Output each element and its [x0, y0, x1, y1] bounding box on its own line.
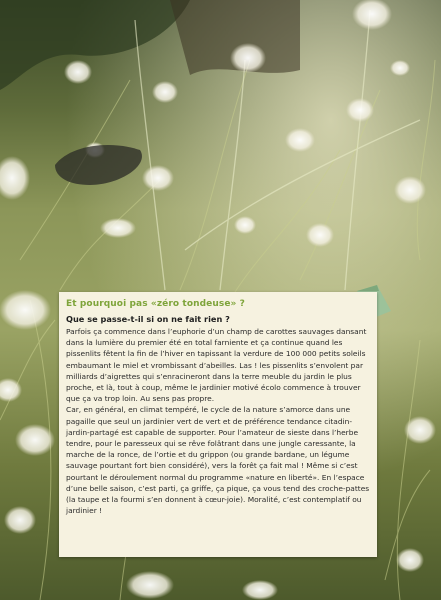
article-card [59, 292, 377, 557]
article-content [66, 299, 372, 516]
article-paragraph-1: Parfois ça commence dans l’euphorie d’un champ de carottes sauvages dansant dans la lumière du premier été en total farniente et ça continue quand les pissenlits fêtent la fin de l’hiver en tapissant la verdure de 100 000 petits soleils embaumant le miel et vrombissant d’abeilles. Las ! les pissenlits s’envolent par milliards d’aigrettes qui s’enracineront dans la terre meuble du jardin le plus proche, et là, tout à coup, même le jardinier motivé écolo commence à trouver que ça va trop loin. Au sens pas propre. [66, 327, 367, 404]
article-heading: Et pourquoi pas «zéro tondeuse» ? [66, 299, 245, 309]
article-paragraph-2: Car, en général, en climat tempéré, le cycle de la nature s’amorce dans une pagaille que seul un jardinier vert de vert et de préférence tendance citadin-jardin-partagé est capable de supporter. Pour l’amateur de sieste dans l’herbe tendre, pour le paresseux qui se rêve folâtrant dans une jungle caressante, la marche de la ronce, de l’ortie et du grippon (ou grande bardane, un légume sauvage pourtant fort bien considéré), vers la forêt ça fait mal ! Même si c’est pourtant le déroulement normal du programme «nature en liberté». En l’espace d’une belle saison, c’est parti, ça griffe, ça pique, ça vous tend des croche-pattes (la taupe et la fourmi s’en donnent à cœur-joie). Moralité, c’est contemplatif ou jardinier ! [66, 405, 370, 516]
article-subheading: Que se passe-t-il si on ne fait rien ? [66, 314, 230, 324]
